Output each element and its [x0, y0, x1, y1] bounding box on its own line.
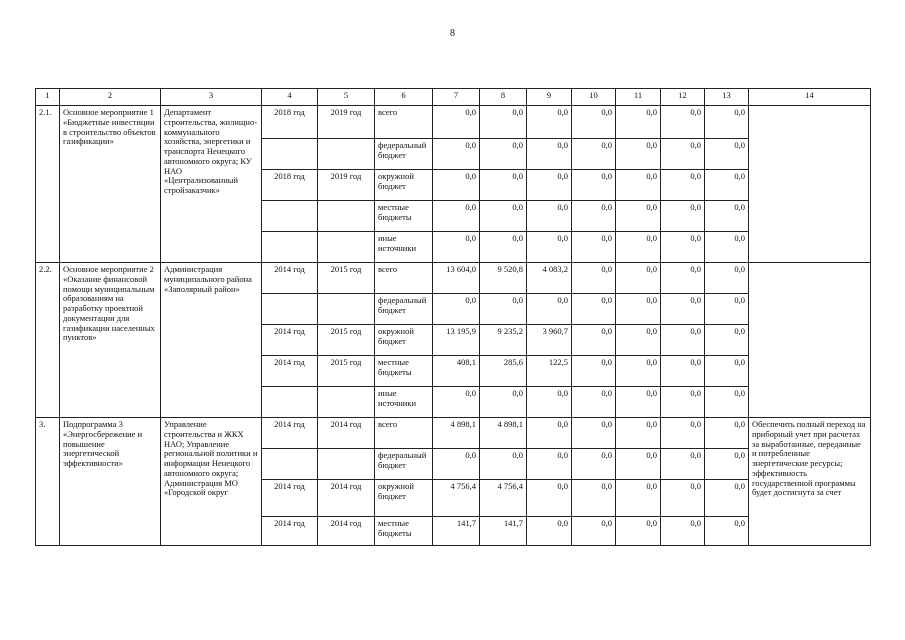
funding-source: всего [375, 418, 433, 449]
value-cell: 0,0 [616, 201, 661, 232]
column-number-cell: 5 [318, 89, 375, 106]
value-cell: 0,0 [616, 106, 661, 139]
value-cell: 0,0 [572, 170, 616, 201]
column-number-cell: 7 [433, 89, 480, 106]
end-year [318, 139, 375, 170]
value-cell: 0,0 [480, 170, 527, 201]
value-cell: 0,0 [616, 325, 661, 356]
section-note: Обеспечить полный переход на приборный учет при расчетах за выработанные, переданные и потребленные энергетические ресурсы; эффективность государственной программы будет достигнута за счет [749, 418, 871, 546]
value-cell: 0,0 [705, 449, 749, 480]
start-year [262, 387, 318, 418]
end-year [318, 232, 375, 263]
column-number-cell: 9 [527, 89, 572, 106]
section-executor: Администрация муниципального района «Заполярный район» [161, 263, 262, 418]
value-cell: 0,0 [616, 356, 661, 387]
value-cell: 0,0 [661, 170, 705, 201]
value-cell: 0,0 [480, 232, 527, 263]
value-cell: 0,0 [705, 201, 749, 232]
value-cell: 0,0 [527, 480, 572, 517]
funding-source: окружной бюджет [375, 480, 433, 517]
section-name: Основное мероприятие 2 «Оказание финансовой помощи муниципальным образованиям на разработку проектной документации для газификации населенных пунктов» [60, 263, 161, 418]
start-year: 2014 год [262, 480, 318, 517]
value-cell: 0,0 [572, 201, 616, 232]
value-cell: 0,0 [572, 139, 616, 170]
value-cell: 0,0 [527, 201, 572, 232]
value-cell: 4 756,4 [433, 480, 480, 517]
column-number-cell: 10 [572, 89, 616, 106]
value-cell: 122,5 [527, 356, 572, 387]
value-cell: 0,0 [572, 106, 616, 139]
funding-source: всего [375, 263, 433, 294]
section-note [749, 106, 871, 263]
program-funding-table [35, 88, 871, 546]
end-year: 2019 год [318, 106, 375, 139]
section-name: Подпрограмма 3 «Энергосбережение и повышение энергетической эффективности» [60, 418, 161, 546]
section-number: 2.2. [36, 263, 60, 418]
value-cell: 0,0 [572, 387, 616, 418]
value-cell: 0,0 [572, 480, 616, 517]
value-cell: 4 083,2 [527, 263, 572, 294]
value-cell: 0,0 [616, 449, 661, 480]
value-cell: 0,0 [661, 232, 705, 263]
end-year: 2015 год [318, 263, 375, 294]
value-cell: 0,0 [705, 263, 749, 294]
column-number-cell: 11 [616, 89, 661, 106]
table-body [36, 89, 871, 546]
value-cell: 0,0 [616, 387, 661, 418]
value-cell: 0,0 [433, 201, 480, 232]
value-cell: 13 195,9 [433, 325, 480, 356]
funding-source: местные бюджеты [375, 201, 433, 232]
start-year: 2014 год [262, 356, 318, 387]
section-number: 3. [36, 418, 60, 546]
value-cell: 0,0 [616, 517, 661, 546]
end-year [318, 294, 375, 325]
funding-source: местные бюджеты [375, 356, 433, 387]
table-row [36, 263, 871, 294]
value-cell: 0,0 [433, 232, 480, 263]
value-cell: 0,0 [572, 325, 616, 356]
value-cell: 0,0 [661, 263, 705, 294]
value-cell: 0,0 [616, 139, 661, 170]
value-cell: 0,0 [705, 325, 749, 356]
value-cell: 0,0 [661, 356, 705, 387]
funding-source: иные источники [375, 232, 433, 263]
end-year: 2015 год [318, 325, 375, 356]
value-cell: 0,0 [480, 201, 527, 232]
value-cell: 0,0 [527, 170, 572, 201]
value-cell: 0,0 [661, 517, 705, 546]
column-number-cell: 13 [705, 89, 749, 106]
start-year [262, 201, 318, 232]
start-year: 2014 год [262, 263, 318, 294]
value-cell: 0,0 [480, 387, 527, 418]
value-cell: 0,0 [616, 170, 661, 201]
value-cell: 0,0 [572, 294, 616, 325]
funding-source: всего [375, 106, 433, 139]
section-executor: Управление строительства и ЖКХ НАО; Управление региональной политики и информации Ненецкого автономного округа; Администрация МО «Городской округ [161, 418, 262, 546]
section-note [749, 263, 871, 418]
value-cell: 4 756,4 [480, 480, 527, 517]
value-cell: 0,0 [480, 294, 527, 325]
funding-source: окружной бюджет [375, 170, 433, 201]
value-cell: 0,0 [661, 294, 705, 325]
value-cell: 9 520,8 [480, 263, 527, 294]
value-cell: 0,0 [572, 418, 616, 449]
page-number: 8 [450, 28, 455, 39]
start-year: 2014 год [262, 325, 318, 356]
column-number-cell: 4 [262, 89, 318, 106]
value-cell: 0,0 [572, 517, 616, 546]
value-cell: 0,0 [705, 480, 749, 517]
value-cell: 141,7 [433, 517, 480, 546]
value-cell: 0,0 [572, 449, 616, 480]
end-year: 2019 год [318, 170, 375, 201]
column-number-cell: 6 [375, 89, 433, 106]
start-year: 2014 год [262, 418, 318, 449]
value-cell: 0,0 [433, 106, 480, 139]
value-cell: 4 898,1 [480, 418, 527, 449]
value-cell: 0,0 [661, 449, 705, 480]
end-year: 2014 год [318, 517, 375, 546]
value-cell: 0,0 [705, 170, 749, 201]
column-number-cell: 8 [480, 89, 527, 106]
value-cell: 0,0 [433, 139, 480, 170]
end-year [318, 201, 375, 232]
value-cell: 0,0 [661, 106, 705, 139]
section-name: Основное мероприятие 1 «Бюджетные инвестиции в строительство объектов газификации» [60, 106, 161, 263]
value-cell: 0,0 [705, 294, 749, 325]
value-cell: 0,0 [661, 387, 705, 418]
funding-source: федеральный бюджет [375, 449, 433, 480]
funding-source: федеральный бюджет [375, 294, 433, 325]
funding-source: федеральный бюджет [375, 139, 433, 170]
column-number-cell: 14 [749, 89, 871, 106]
funding-source: иные источники [375, 387, 433, 418]
value-cell: 0,0 [480, 106, 527, 139]
column-number-row [36, 89, 871, 106]
value-cell: 0,0 [480, 139, 527, 170]
column-number-cell: 1 [36, 89, 60, 106]
value-cell: 0,0 [705, 232, 749, 263]
value-cell: 0,0 [572, 356, 616, 387]
value-cell: 0,0 [616, 294, 661, 325]
value-cell: 0,0 [527, 418, 572, 449]
value-cell: 0,0 [572, 263, 616, 294]
value-cell: 0,0 [433, 449, 480, 480]
start-year [262, 294, 318, 325]
value-cell: 0,0 [705, 106, 749, 139]
funding-source: местные бюджеты [375, 517, 433, 546]
value-cell: 0,0 [527, 517, 572, 546]
start-year [262, 232, 318, 263]
value-cell: 0,0 [527, 294, 572, 325]
value-cell: 13 604,0 [433, 263, 480, 294]
table-row [36, 418, 871, 449]
start-year [262, 449, 318, 480]
table-row [36, 106, 871, 139]
end-year [318, 387, 375, 418]
value-cell: 0,0 [705, 139, 749, 170]
value-cell: 9 235,2 [480, 325, 527, 356]
value-cell: 141,7 [480, 517, 527, 546]
column-number-cell: 3 [161, 89, 262, 106]
value-cell: 0,0 [705, 418, 749, 449]
value-cell: 0,0 [527, 106, 572, 139]
end-year: 2015 год [318, 356, 375, 387]
value-cell: 0,0 [661, 139, 705, 170]
start-year [262, 139, 318, 170]
value-cell: 0,0 [616, 232, 661, 263]
value-cell: 0,0 [527, 139, 572, 170]
value-cell: 0,0 [616, 418, 661, 449]
value-cell: 0,0 [433, 294, 480, 325]
value-cell: 0,0 [616, 480, 661, 517]
value-cell: 0,0 [661, 201, 705, 232]
value-cell: 408,1 [433, 356, 480, 387]
start-year: 2018 год [262, 170, 318, 201]
value-cell: 0,0 [433, 387, 480, 418]
section-number: 2.1. [36, 106, 60, 263]
column-number-cell: 12 [661, 89, 705, 106]
end-year: 2014 год [318, 480, 375, 517]
value-cell: 3 960,7 [527, 325, 572, 356]
value-cell: 0,0 [433, 170, 480, 201]
value-cell: 0,0 [480, 449, 527, 480]
column-number-cell: 2 [60, 89, 161, 106]
value-cell: 285,6 [480, 356, 527, 387]
value-cell: 4 898,1 [433, 418, 480, 449]
value-cell: 0,0 [661, 325, 705, 356]
value-cell: 0,0 [705, 517, 749, 546]
start-year: 2018 год [262, 106, 318, 139]
value-cell: 0,0 [705, 356, 749, 387]
value-cell: 0,0 [661, 480, 705, 517]
value-cell: 0,0 [527, 232, 572, 263]
funding-source: окружной бюджет [375, 325, 433, 356]
value-cell: 0,0 [705, 387, 749, 418]
section-executor: Департамент строительства, жилищно-коммунального хозяйства, энергетики и транспорта Ненецкого автономного округа; КУ НАО «Централизованный стройзаказчик» [161, 106, 262, 263]
start-year: 2014 год [262, 517, 318, 546]
value-cell: 0,0 [527, 449, 572, 480]
value-cell: 0,0 [527, 387, 572, 418]
value-cell: 0,0 [572, 232, 616, 263]
end-year: 2014 год [318, 418, 375, 449]
end-year [318, 449, 375, 480]
value-cell: 0,0 [661, 418, 705, 449]
value-cell: 0,0 [616, 263, 661, 294]
